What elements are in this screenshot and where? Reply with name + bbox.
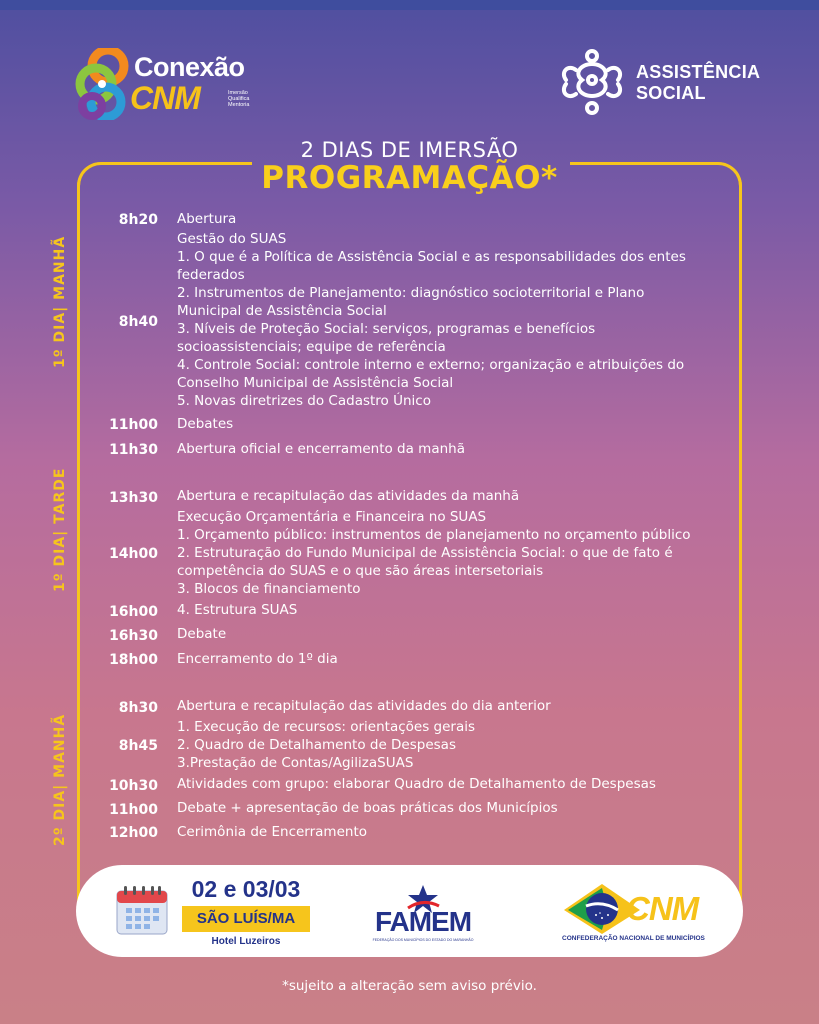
disclaimer: *sujeito a alteração sem aviso prévio. xyxy=(282,978,537,994)
assistencia-social-logo xyxy=(556,46,766,118)
schedule-time: 8h45 xyxy=(118,738,158,754)
schedule-row xyxy=(100,799,730,819)
schedule-row xyxy=(100,718,730,774)
schedule-time: 18h00 xyxy=(109,652,158,668)
schedule-row xyxy=(100,823,730,843)
schedule-time: 8h20 xyxy=(118,212,158,228)
assistencia-social-logo-icon xyxy=(556,46,628,118)
schedule-description: Abertura e recapitulação das atividades do dia anterior xyxy=(177,698,551,714)
famem-subtitle: FEDERAÇÃO DOS MUNICÍPIOS DO ESTADO DO MARANHÃO xyxy=(372,938,474,942)
schedule-row xyxy=(100,508,730,600)
page-title: PROGRAMAÇÃO* xyxy=(261,160,558,196)
assistencia-social-text: ASSISTÊNCIA SOCIAL xyxy=(636,62,761,103)
subtitle: 2 DIAS DE IMERSÃO xyxy=(300,138,519,162)
section-label-day1-morning: 1º DIA| MANHÃ xyxy=(52,235,68,368)
schedule-row xyxy=(100,440,730,460)
schedule-row xyxy=(100,601,730,621)
schedule-description: Abertura oficial e encerramento da manhã xyxy=(177,441,465,457)
schedule-time: 10h30 xyxy=(109,778,158,794)
schedule-row xyxy=(100,415,730,435)
top-strip xyxy=(0,0,819,10)
schedule-description: Abertura xyxy=(177,211,237,227)
section-label-day1-afternoon: 1º DIA| TARDE xyxy=(52,467,68,592)
famem-logo xyxy=(370,880,476,946)
conexao-logo-tagline: Imersão Qualifica Mentoria xyxy=(228,90,250,108)
cnm-subtitle: CONFEDERAÇÃO NACIONAL DE MUNICÍPIOS xyxy=(562,935,705,942)
schedule-time: 13h30 xyxy=(109,490,158,506)
schedule-time: 16h00 xyxy=(109,604,158,620)
schedule-time: 8h30 xyxy=(118,700,158,716)
schedule-time: 8h40 xyxy=(118,314,158,330)
event-date: 02 e 03/03 xyxy=(191,876,301,902)
cnm-logo xyxy=(560,880,710,946)
schedule-time: 11h00 xyxy=(109,802,158,818)
schedule-description: Debates xyxy=(177,416,234,432)
conexao-logo-line2: CNM xyxy=(130,80,200,116)
event-venue: Hotel Luzeiros xyxy=(211,936,281,947)
schedule-time: 14h00 xyxy=(109,546,158,562)
section-label-day2-morning: 2º DIA| MANHÃ xyxy=(52,713,68,846)
schedule-description: Debate xyxy=(177,626,227,642)
schedule-row xyxy=(100,230,730,412)
schedule-description: 1. Execução de recursos: orientações gerais 2. Quadro de Detalhamento de Despesas 3.Prestação de Contas/AgilizaSUAS xyxy=(177,719,476,771)
schedule-time: 11h30 xyxy=(109,442,158,458)
schedule-description: Abertura e recapitulação das atividades da manhã xyxy=(177,488,520,504)
famem-wordmark: FAMEM xyxy=(374,906,472,937)
schedule-description: Gestão do SUAS 1. O que é a Política de Assistência Social e as responsabilidades dos entes federados 2. Instrumentos de Planejamento: diagnóstico socioterritorial e Plano Municipal de Assistência Social 3. Níveis de Proteção Social: serviços, programas e benefícios socioassistenciais; equipe de referência 4. Controle Social: controle interno e externo; organização e atribuições do Conselho Municipal de Assistência Social 5. Novas diretrizes do Cadastro Único xyxy=(177,231,686,409)
schedule-row xyxy=(100,650,730,670)
schedule-time: 16h30 xyxy=(109,628,158,644)
schedule-row xyxy=(100,625,730,645)
schedule-row xyxy=(100,210,730,230)
schedule-time: 12h00 xyxy=(109,825,158,841)
conexao-logo-icon xyxy=(74,48,130,120)
schedule-row xyxy=(100,697,730,717)
schedule-description: Cerimônia de Encerramento xyxy=(177,824,367,840)
schedule-row xyxy=(100,775,730,795)
schedule-description: Debate + apresentação de boas práticas dos Municípios xyxy=(177,800,558,816)
schedule-description: Execução Orçamentária e Financeira no SUAS 1. Orçamento público: instrumentos de planejamento no orçamento público 2. Estruturação do Fundo Municipal de Assistência Social: o que de fato é competência do SUAS e o que são áreas intersetoriais 3. Blocos de financiamento xyxy=(177,509,691,597)
cnm-wordmark: CNM xyxy=(626,890,699,927)
conexao-logo-line1: Conexão xyxy=(134,52,245,82)
schedule-time: 11h00 xyxy=(109,417,158,433)
schedule-description: Atividades com grupo: elaborar Quadro de Detalhamento de Despesas xyxy=(177,776,656,792)
conexao-cnm-logo xyxy=(74,44,264,124)
event-city: SÃO LUÍS/MA xyxy=(182,906,310,932)
schedule-row xyxy=(100,487,730,507)
schedule-description: 4. Estrutura SUAS xyxy=(177,602,298,618)
calendar-icon xyxy=(116,885,168,935)
schedule-description: Encerramento do 1º dia xyxy=(177,651,338,667)
